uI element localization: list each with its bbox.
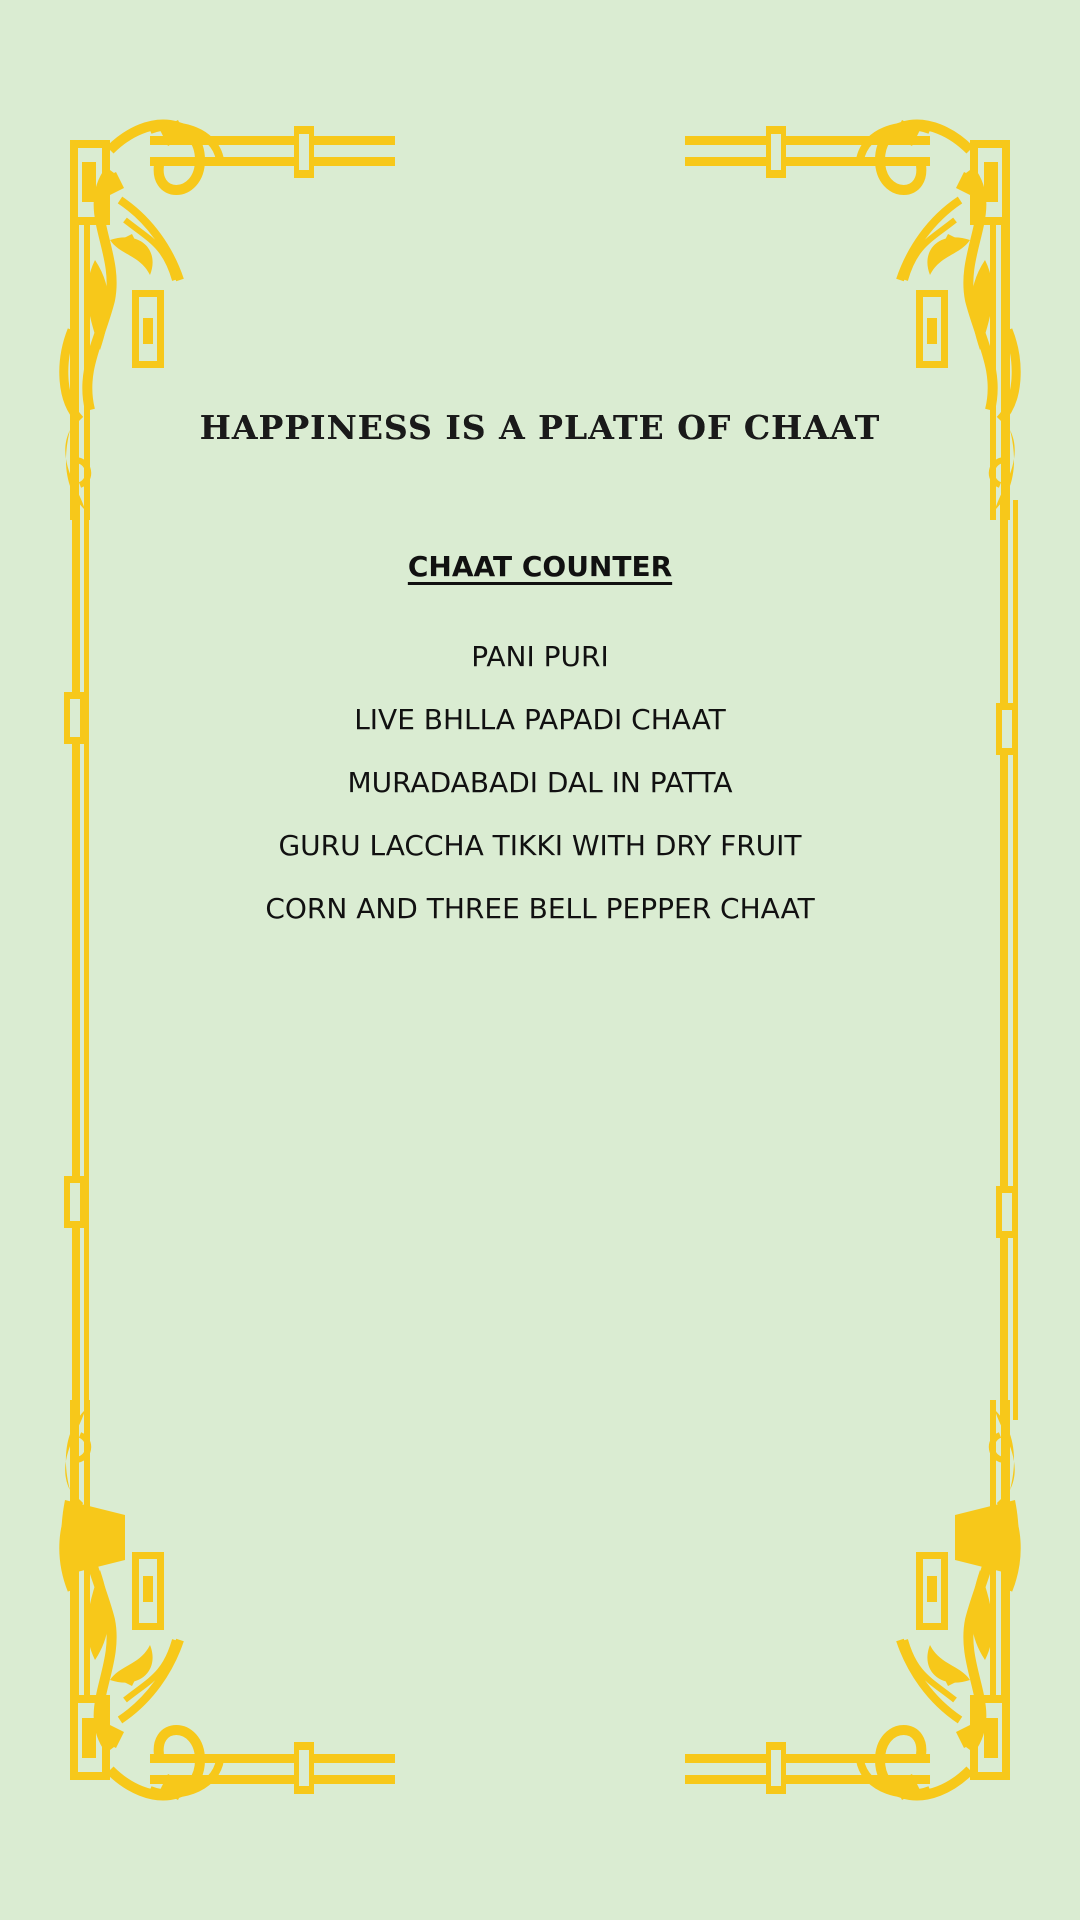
menu-item: MURADABADI DAL IN PATTA — [347, 766, 733, 799]
menu-item-list — [0, 640, 1080, 955]
menu-item: GURU LACCHA TIKKI WITH DRY FRUIT — [278, 829, 802, 862]
menu-item: PANI PURI — [471, 640, 609, 673]
menu-headline: HAPPINESS IS A PLATE OF CHAAT — [199, 408, 881, 447]
section-title — [0, 550, 1080, 583]
section-title-text: CHAAT COUNTER — [407, 550, 673, 583]
menu-item: CORN AND THREE BELL PEPPER CHAAT — [265, 892, 815, 925]
menu-item: LIVE BHLLA PAPADI CHAAT — [354, 703, 726, 736]
